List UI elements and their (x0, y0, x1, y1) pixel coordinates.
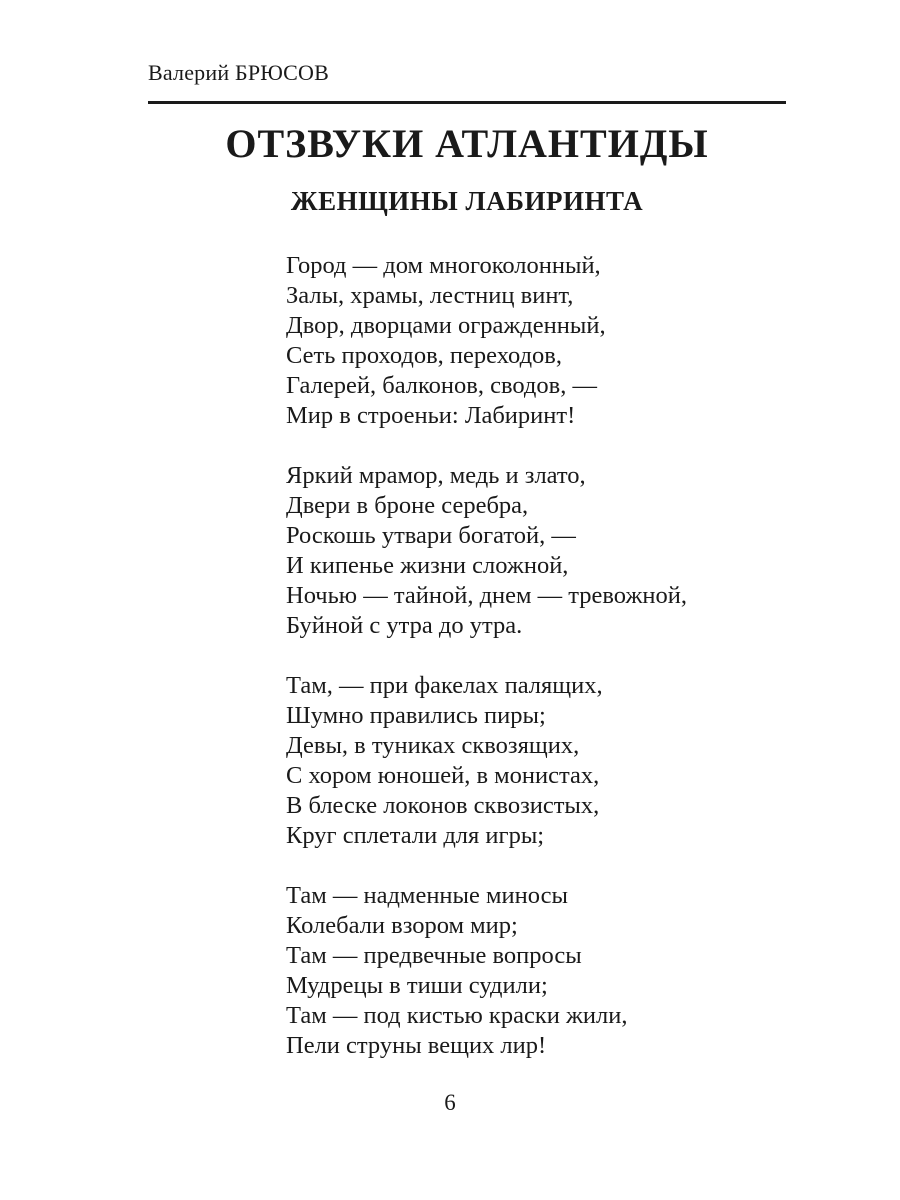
poem-line: В блеске локонов сквозистых, (286, 792, 600, 819)
poem-line: Девы, в туниках сквозящих, (286, 732, 580, 759)
poem-line: Шумно правились пиры; (286, 702, 546, 729)
poem-line: Буйной с утра до утра. (286, 612, 523, 639)
poem-title: ЖЕНЩИНЫ ЛАБИРИНТА (290, 186, 644, 216)
poem-line: Там — под кистью краски жили, (286, 1002, 628, 1029)
poem-line: Там, — при факелах палящих, (286, 672, 603, 699)
stanza-2 (286, 461, 687, 641)
poem-line: Залы, храмы, лестниц винт, (286, 282, 574, 309)
stanza-3 (286, 671, 687, 851)
poem-line: Яркий мрамор, медь и злато, (286, 462, 586, 489)
poem-line: Мир в строеньи: Лабиринт! (286, 402, 576, 429)
poem-body (286, 251, 687, 1091)
poem-line: Колебали взором мир; (286, 912, 518, 939)
poem-line: С хором юношей, в монистах, (286, 762, 600, 789)
poem-line: Пели струны вещих лир! (286, 1032, 547, 1059)
poem-line: Сеть проходов, переходов, (286, 342, 562, 369)
poem-line: И кипенье жизни сложной, (286, 552, 569, 579)
stanza-4 (286, 881, 687, 1061)
poem-line: Город — дом многоколонный, (286, 252, 601, 279)
poem-line: Там — предвечные вопросы (286, 942, 582, 969)
poem-line: Двор, дворцами огражденный, (286, 312, 606, 339)
poem-line: Галерей, балконов, сводов, — (286, 372, 597, 399)
header-rule (148, 101, 786, 104)
poem-line: Мудрецы в тиши судили; (286, 972, 548, 999)
poem-line: Двери в броне серебра, (286, 492, 529, 519)
poem-line: Ночью — тайной, днем — тревожной, (286, 582, 687, 609)
page-number: 6 (444, 1090, 456, 1115)
poem-line: Там — надменные миносы (286, 882, 568, 909)
running-head-author: Валерий БРЮСОВ (148, 60, 329, 85)
book-title: ОТЗВУКИ АТЛАНТИДЫ (225, 121, 709, 166)
poem-line: Роскошь утвари богатой, — (286, 522, 576, 549)
poem-line: Круг сплетали для игры; (286, 822, 545, 849)
stanza-1 (286, 251, 687, 431)
